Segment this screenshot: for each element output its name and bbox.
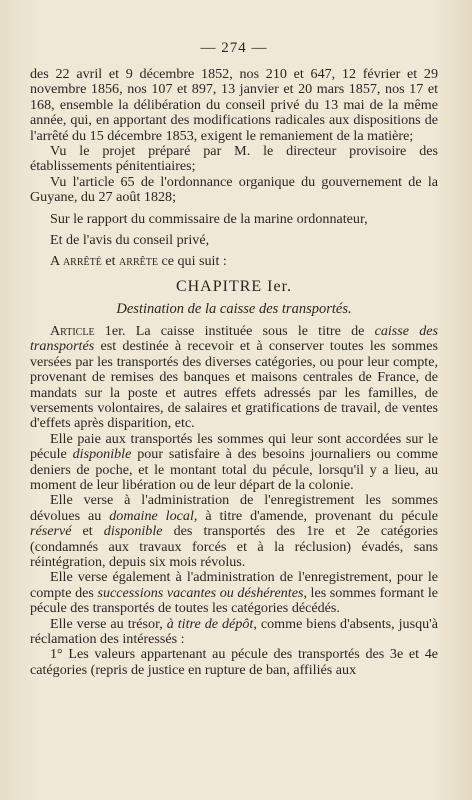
arrete-smallcaps-1: arrêté (62, 253, 102, 270)
paragraph-item-1: 1° Les valeurs appartenant au pécule des transportés des 3e et 4e catégories (repris de justice en rupture de ban, affiliés aux (30, 646, 438, 678)
paie-text-2: pour satisfaire à des besoins journaliers ou comme deniers de poche, et le montant total du pécule, lorsqu'il y a lieu, au moment de leur libération ou de leur départ de la colonie. (30, 446, 438, 493)
arrete-text-c: ce qui suit : (157, 253, 227, 270)
paragraph-arrete (30, 254, 438, 269)
tresor-italic-1: à titre de dépôt (166, 615, 254, 632)
verse-italic-3: disponible (103, 523, 163, 540)
article-italic-1: caisse des transportés (30, 322, 438, 355)
tresor-text-1: Elle verse au trésor, (50, 615, 167, 632)
arrete-text-a: A (50, 253, 63, 270)
tresor-text-2: , comme biens d'absents, jusqu'à réclamation des intéressés : (30, 615, 438, 647)
verse-text-2: , à titre d'amende, provenant du pécule (193, 507, 438, 524)
paragraph-vu-article: Vu l'article 65 de l'ordonnance organique du gouvernement de la Guyane, du 27 août 1828; (30, 173, 438, 206)
paragraph-sur-rapport: Sur le rapport du commissaire de la marine ordonnateur, (50, 210, 368, 227)
verse-text-3: et (71, 523, 104, 540)
article-label: Article (50, 322, 95, 339)
succ-text-1: Elle verse également à l'administration de l'enregistrement, pour le compte des (30, 569, 438, 601)
succ-italic-1: successions vacantes ou déshérentes (97, 584, 304, 601)
paragraph-verse-successions (30, 570, 438, 616)
paie-text-1: Elle paie aux transportés les sommes qui leur sont accordées sur le pécule (30, 430, 438, 463)
paragraph-verse-tresor (30, 617, 438, 648)
paragraph-verse-enregistrement (30, 493, 438, 570)
article-text-2: est destinée à recevoir et à conserver toutes les sommes versées par les transportés des diverses catégories, ou pour leur compte, provenant de remises des banques et maisons centrales de France, de mandats sur la poste et autres effets adressés par les familles, de versements volontaires, de salaires et gratifications de travail, de ventes d'effets après disparition, etc. (30, 338, 438, 432)
article-number: 1er. (104, 322, 126, 339)
verse-text-1: Elle verse à l'administration de l'enregistrement les sommes dévolues au (30, 492, 438, 524)
verse-italic-2: réservé (30, 523, 72, 540)
verse-text-4: des transportés des 1re et 2e catégories (condamnés aux travaux forcés et à la réclusion) évadés, sans réintégration, depuis six mois révolus. (30, 523, 439, 570)
paragraph-avis: Et de l'avis du conseil privé, (50, 232, 210, 249)
arrete-text-b: et (101, 253, 120, 270)
paragraph-preamble: des 22 avril et 9 décembre 1852, nos 210 et 647, 12 février et 29 novembre 1856, nos 107 et 897, 13 janvier et 20 mars 1857, nos 17 et 168, ensemble la délibération du conseil privé du 13 mai de la même année, qui, en apportant des modifications radicales aux dispositions de l'arrêté du 15 décembre 1853, exigent le remaniement de la matière; (30, 66, 438, 144)
paie-italic-1: disponible (72, 446, 132, 463)
verse-italic-1: domaine local (109, 507, 194, 524)
article-text-1: La caisse instituée sous le titre de (125, 322, 375, 339)
arrete-smallcaps-2: arrête (119, 253, 158, 270)
page-number: — 274 — (200, 40, 268, 56)
chapter-subtitle: Destination de la caisse des transportés. (116, 300, 352, 317)
paragraph-article-1 (30, 324, 438, 432)
succ-text-2: , les sommes formant le pécule des transportés de toutes les catégories décédés. (30, 584, 438, 617)
chapter-title: CHAPITRE Ier. (175, 277, 293, 295)
paragraph-vu-projet: Vu le projet préparé par M. le directeur provisoire des établissements pénitentiaires; (30, 143, 438, 175)
paragraph-paie (30, 432, 438, 494)
